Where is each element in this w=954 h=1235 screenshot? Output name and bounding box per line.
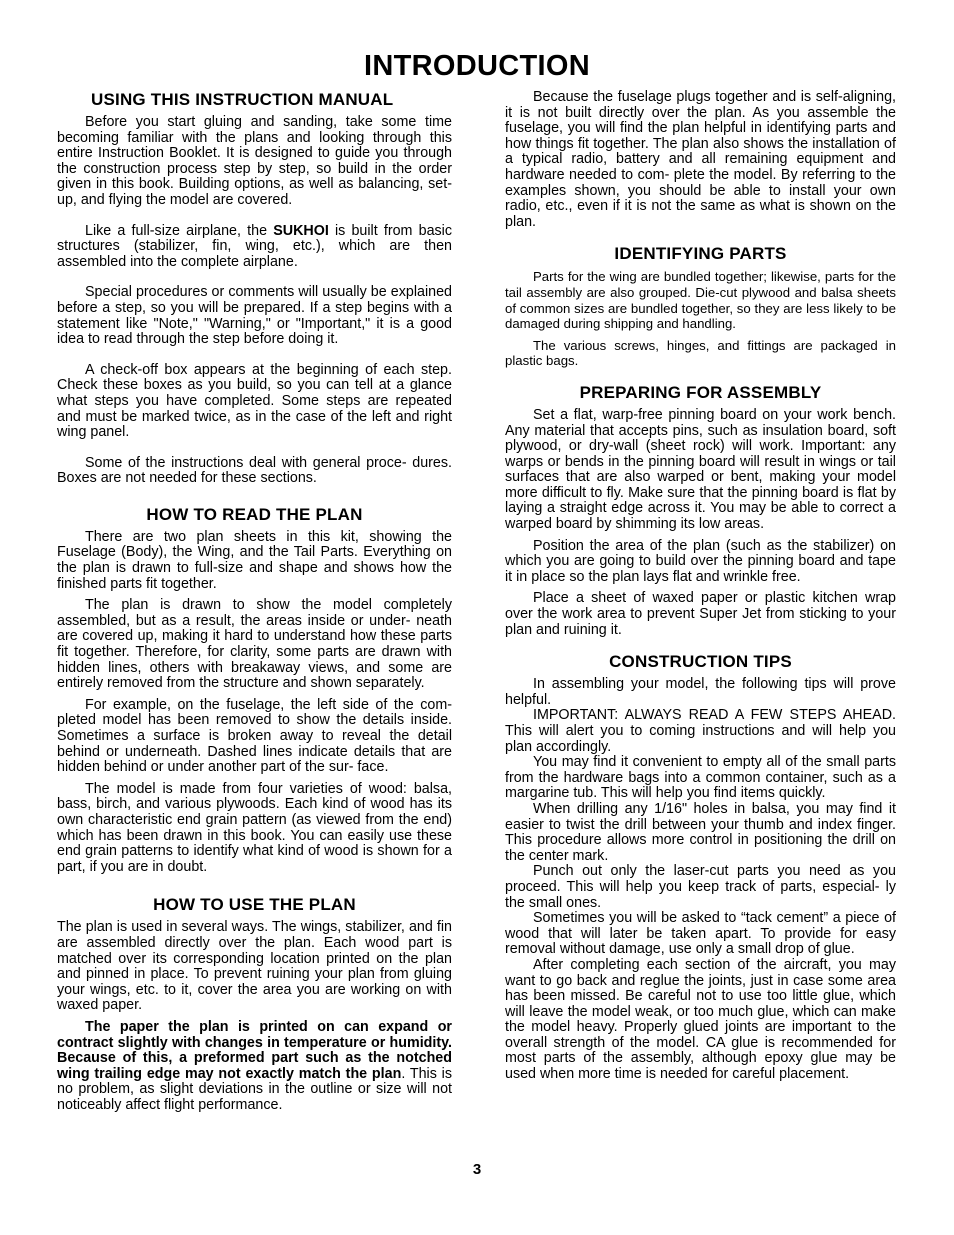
paragraph: There are two plan sheets in this kit, showing the Fuselage (Body), the Wing, and the Tail Parts. Everything on the plan is drawn to full-size and shape and shows how the finished parts fit together.: [57, 528, 452, 592]
paragraph: The various screws, hinges, and fittings are packaged in plastic bags.: [505, 337, 896, 369]
model-name: SUKHOI: [273, 222, 329, 239]
paragraph: IMPORTANT: ALWAYS READ A FEW STEPS AHEAD. This will alert you to coming instructions and will help you plan accordingly.: [505, 707, 896, 755]
right-column: [505, 90, 896, 1083]
paragraph: Set a flat, warp-free pinning board on your work bench. Any material that accepts pins, such as insulation board, soft plywood, or dry-wall (sheet rock) will work. Important: any warps or bends in the pinning board will result in wings or tail surfaces that are also warped or bent, making your model more difficult to fly. Make sure that the pinning board is flat by laying a straight edge across it. You may be able to correct a warped board by shimming its low areas.: [505, 406, 896, 533]
text-run: Like a full-size airplane, the: [85, 222, 274, 239]
paragraph: After completing each section of the aircraft, you may want to go back and reglue the joints, just in case some area has been missed. Be careful not to use too little glue, which will leave the model weak, or too much glue, which can make the model heavy. Properly glued joints are important to the overall strength of the model. CA glue is recommended for most parts of the assembly, although epoxy glue may be used when more time is needed for careful placement.: [505, 956, 896, 1083]
paragraph: When drilling any 1/16" holes in balsa, you may find it easier to twist the drill between your thumb and index finger. This procedure allows more control in positioning the drill on the center mark.: [505, 800, 896, 864]
paragraph: For example, on the fuselage, the left side of the com- pleted model has been removed to show the details inside. Sometimes a surface is broken away to reveal the detail behind or underneath. Dashed lines indicate details that are hidden behind or under another part of the sur- face.: [57, 696, 452, 776]
paragraph: A check-off box appears at the beginning of each step. Check these boxes as you build, so you can tell at a glance what steps you have completed. Some steps are repeated and must be marked twice, as in the case of the left and right wing panel.: [57, 361, 452, 441]
left-column: [57, 90, 452, 1119]
section-heading: HOW TO USE THE PLAN: [153, 895, 356, 915]
page-number: 3: [472, 1161, 482, 1178]
section-read-plan: [57, 505, 452, 875]
section-heading: HOW TO READ THE PLAN: [146, 504, 363, 524]
spacer: [57, 881, 452, 895]
section-use-plan: [57, 895, 452, 1113]
section-heading: USING THIS INSTRUCTION MANUAL: [91, 90, 394, 109]
paragraph: Some of the instructions deal with general proce- dures. Boxes are not needed for these sections.: [57, 454, 452, 487]
paragraph-sukhoi: [57, 224, 452, 271]
spacer: [505, 644, 896, 652]
paragraph: Position the area of the plan (such as the stabilizer) on which you are going to build over the pinning board and tape it in place so the plan lays flat and wrinkle free.: [505, 537, 896, 585]
paragraph: Special procedures or comments will usually be explained before a step, so you will be prepared. If a step begins with a statement like "Note," "Warning," or "Important," it is a good idea to read through the step before doing it.: [57, 284, 452, 348]
paragraph: Place a sheet of waxed paper or plastic kitchen wrap over the work area to prevent Super Jet from sticking to your plan and ruining it.: [505, 590, 896, 638]
paragraph: Before you start gluing and sanding, take some time becoming familiar with the plans and looking through this entire Instruction Booklet. It is designed to guide you through the construction process step by step, so build in the order given in this book. Building options, as well as balancing, set- up, and flying the model are covered.: [57, 114, 452, 208]
paragraph-plan-note: [57, 1020, 452, 1114]
section-preparing-assembly: [505, 383, 896, 638]
paragraph: In assembling your model, the following tips will prove helpful.: [505, 676, 896, 708]
spacer: [505, 375, 896, 383]
section-identifying-parts: [505, 244, 896, 369]
paragraph: Parts for the wing are bundled together; likewise, parts for the tail assembly are also grouped. Die-cut plywood and balsa sheets of common sizes are bundled together, so they are less likely to be damaged during shipping and handling.: [505, 269, 896, 332]
paragraph: Sometimes you will be asked to “tack cement” a piece of wood that will later be taken apart. To provide for easy removal without damage, use only a small drop of glue.: [505, 910, 896, 958]
paragraph: Because the fuselage plugs together and is self-aligning, it is not built directly over the plan. As you assemble the fuselage, you will find the plan helpful in identifying parts and how things fit together. The plan also shows the installation of a typical radio, battery and all remaining equipment and hardware needed to com- plete the model. By referring to the examples shown, you should be able to install your own radio, etc., even if it is not the same as what is shown on the plan.: [505, 89, 896, 230]
section-construction-tips: [505, 652, 896, 1082]
paragraph: Punch out only the laser-cut parts you need as you proceed. This will help you keep track of parts, especial- ly the small ones.: [505, 863, 896, 911]
spacer: [57, 493, 452, 505]
paragraph: The model is made from four varieties of wood: balsa, bass, birch, and various plywoods. Each kind of wood has its own characteristic end grain pattern (as viewed from the end) which has been drawn in this book. You can easily use these end grain patterns to identify what kind of wood is shown for a part, if you are in doubt.: [57, 780, 452, 875]
bold-note: The paper the plan is printed on can expand or contract slightly with changes in temperature or humidity. Because of this, a preformed part such as the notched wing trailing edge may not exactly match the plan: [57, 1018, 452, 1082]
section-heading: PREPARING FOR ASSEMBLY: [579, 382, 822, 402]
section-using-manual: [57, 90, 452, 487]
paragraph: You may find it convenient to empty all of the small parts from the hardware bags into a common container, such as a margarine tub. This will help you find items quickly.: [505, 754, 896, 802]
paragraph: The plan is used in several ways. The wings, stabilizer, and fin are assembled directly over the plan. Each wood part is matched over its corresponding location printed on the plan and pinned in place. To prevent ruining your plan from gluing your wings, etc. to it, cover the area you are working on with waxed paper.: [57, 919, 452, 1014]
page-title: INTRODUCTION: [364, 50, 590, 82]
section-heading: IDENTIFYING PARTS: [614, 244, 787, 264]
spacer: [505, 236, 896, 244]
text-run: is built from basic structures (stabilizer, fin, wing, etc.), which are then assembled into the complete airplane.: [57, 222, 453, 270]
section-heading: CONSTRUCTION TIPS: [609, 652, 792, 672]
paragraph: The plan is drawn to show the model completely assembled, but as a result, the areas inside or under- neath are covered up, making it hard to understand how these parts fit together. Therefore, for clarity, some parts are drawn with hidden lines, others with breakaway views, and some are entirely removed from the structure and shown separately.: [57, 597, 452, 692]
text-run: . This is no problem, as slight deviations in the outline or size will not noticeably affect flight performance.: [57, 1065, 452, 1113]
